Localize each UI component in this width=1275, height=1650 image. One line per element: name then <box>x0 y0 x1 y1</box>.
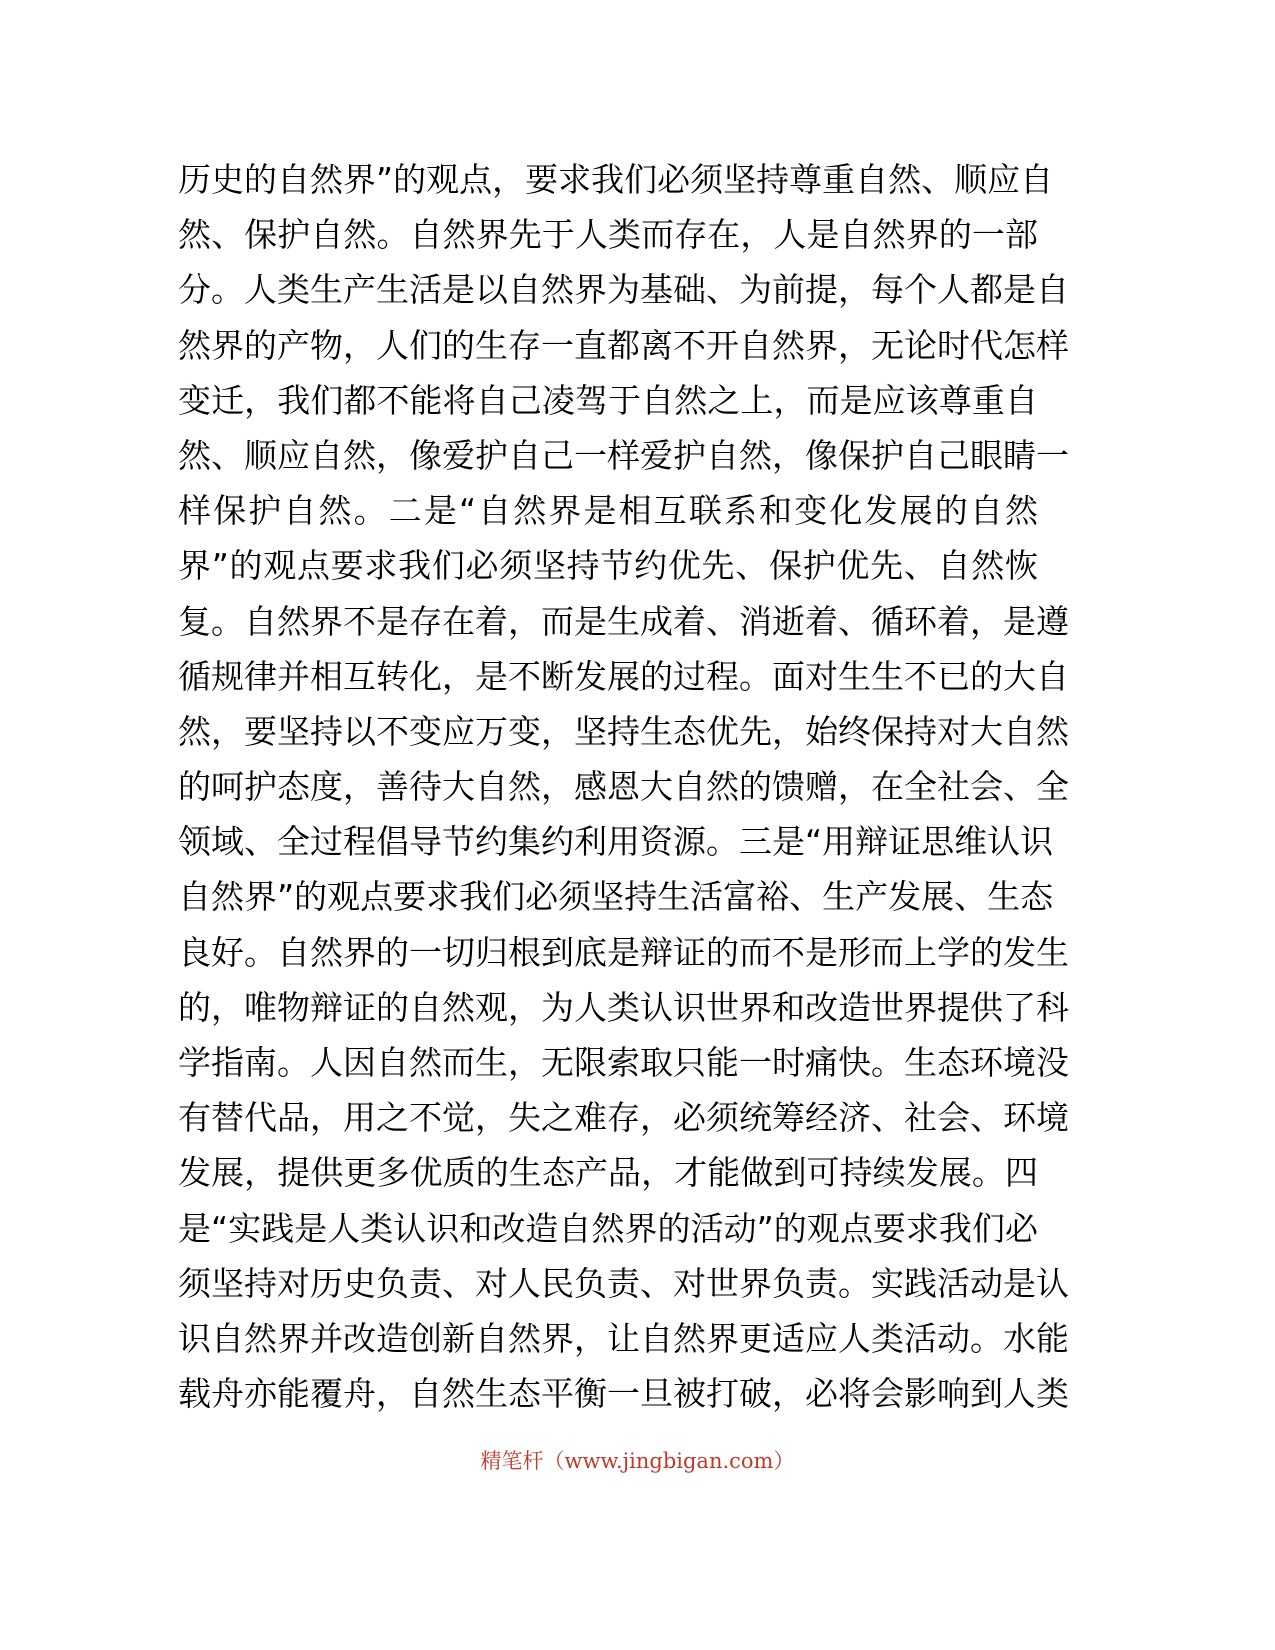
text-line: 须坚持对历史负责、对人民负责、对世界负责。实践活动是认 <box>178 1263 1069 1303</box>
body-paragraph <box>178 152 1069 1421</box>
text-line: 自然界”的观点要求我们必须坚持生活富裕、生产发展、生态 <box>178 877 1054 917</box>
text-line: 历史的自然界”的观点，要求我们必须坚持尊重自然、顺应自 <box>178 160 1054 199</box>
text-line: 分。人类生产生活是以自然界为基础、为前提，每个人都是自 <box>178 270 1069 310</box>
text-line: 然界的产物，人们的生存一直都离不开自然界，无论时代怎样 <box>178 325 1069 365</box>
text-line: 领域、全过程倡导节约集约利用资源。三是“用辩证思维认识 <box>178 822 1054 862</box>
text-line: 有替代品，用之不觉，失之难存，必须统筹经济、社会、环境 <box>178 1098 1069 1138</box>
text-line: 样保护自然。二是“自然界是相互联系和变化发展的自然 <box>178 491 1038 531</box>
text-line: 然、顺应自然，像爱护自己一样爱护自然，像保护自己眼睛一 <box>178 435 1069 475</box>
text-line: 变迁，我们都不能将自己凌驾于自然之上，而是应该尊重自 <box>178 380 1038 420</box>
text-line: 发展，提供更多优质的生态产品，才能做到可持续发展。四 <box>178 1153 1038 1193</box>
text-line: 复。自然界不是存在着，而是生成着、消逝着、循环着，是遵 <box>178 601 1069 641</box>
text-line: 识自然界并改造创新自然界，让自然界更适应人类活动。水能 <box>178 1318 1069 1358</box>
text-line: 载舟亦能覆舟，自然生态平衡一旦被打破，必将会影响到人类 <box>178 1374 1069 1414</box>
text-line: 是“实践是人类认识和改造自然界的活动”的观点要求我们必 <box>178 1208 1038 1248</box>
text-line: 界”的观点要求我们必须坚持节约优先、保护优先、自然恢 <box>178 546 1038 586</box>
text-line: 的呵护态度，善待大自然，感恩大自然的馈赠，在全社会、全 <box>178 767 1069 807</box>
text-line: 循规律并相互转化，是不断发展的过程。面对生生不已的大自 <box>178 656 1069 696</box>
text-line: 然，要坚持以不变应万变，坚持生态优先，始终保持对大自然 <box>178 711 1069 751</box>
text-line: 良好。自然界的一切归根到底是辩证的而不是形而上学的发生 <box>178 932 1069 972</box>
text-line: 然、保护自然。自然界先于人类而存在，人是自然界的一部 <box>178 215 1038 255</box>
text-line: 学指南。人因自然而生，无限索取只能一时痛快。生态环境没 <box>178 1043 1069 1082</box>
text-line: 的，唯物辩证的自然观，为人类认识世界和改造世界提供了科 <box>178 987 1069 1027</box>
page-footer-source: 精笔杆（www.jingbigan.com） <box>480 1449 795 1473</box>
